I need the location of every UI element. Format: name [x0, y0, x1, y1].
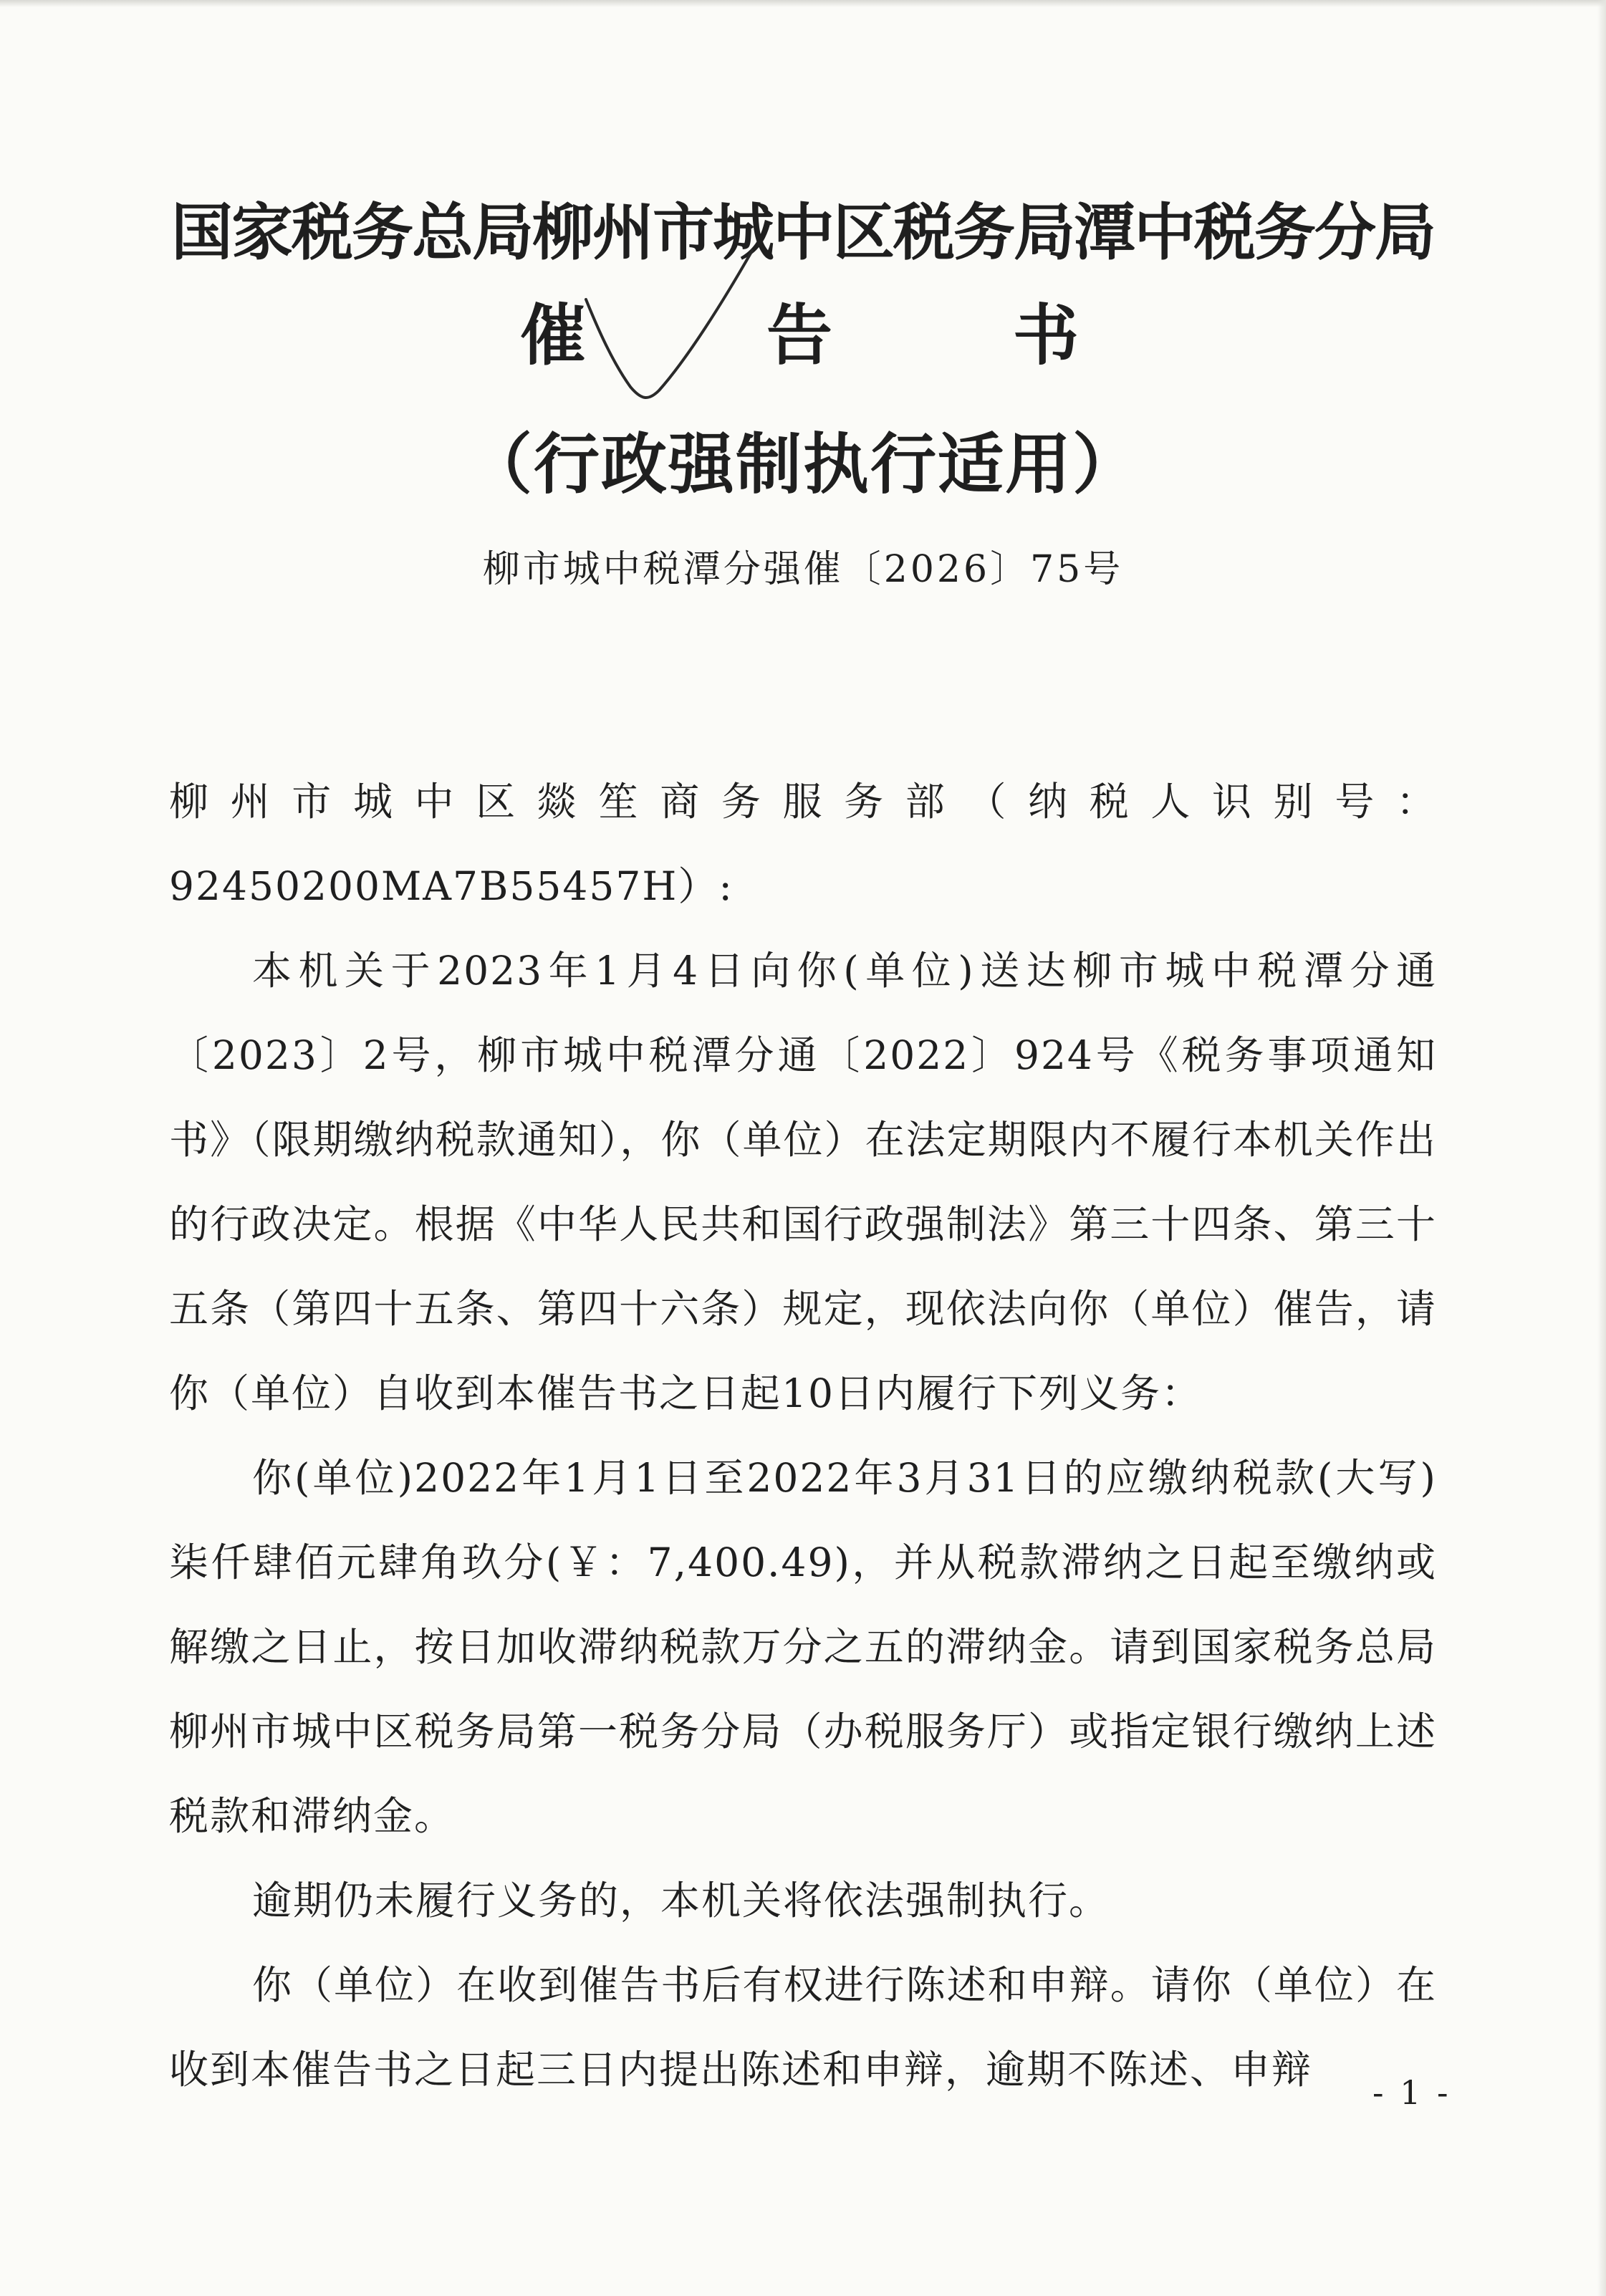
body-paragraph: 你(单位)2022年1月1日至2022年3月31日的应缴纳税款(大写)柒仟肆佰元肆角玖分(￥：7,400.49)，并从税款滞纳之日起至缴纳或解缴之日止，按日加收滞纳税款万分之五的滞纳金。请到国家税务总局柳州市城中区税务局第一税务分局（办税服务厅）或指定银行缴纳上述税款和滞纳金。 — [169, 1455, 1437, 1839]
issuing-agency-heading: 国家税务总局柳州市城中区税务局潭中税务分局 — [171, 196, 1435, 269]
page-number: - 1 - — [1372, 2073, 1451, 2112]
addressee-line: 柳州市城中区燚笙商务服务部（纳税人识别号：92450200MA7B55457H）: — [169, 779, 1437, 909]
body-paragraph: 本机关于2023年1月4日向你(单位)送达柳市城中税潭分通〔2023〕2号，柳市城中税潭分通〔2022〕924号《税务事项通知书》（限期缴纳税款通知），你（单位）在法定期限内不履行本机关作出的行政决定。根据《中华人民共和国行政强制法》第三十四条、第三十五条（第四十五条、第四十六条）规定，现依法向你（单位）催告，请你（单位）自收到本催告书之日起10日内履行下列义务： — [169, 948, 1437, 1416]
document-title: 催 告 书 — [519, 297, 1158, 374]
document-number: 柳市城中税潭分强催〔2026〕75号 — [482, 548, 1124, 591]
document-subtitle: （行政强制执行适用） — [466, 426, 1140, 503]
handwritten-check-mark — [0, 0, 1606, 501]
body-paragraph: 逾期仍未履行义务的，本机关将依法强制执行。 — [252, 1878, 1110, 1923]
check-mark-stroke — [586, 251, 752, 398]
body-paragraph: 你（单位）在收到催告书后有权进行陈述和申辩。请你（单位）在收到本催告书之日起三日内提出陈述和申辩，逾期不陈述、申辩 — [169, 1962, 1437, 2093]
notice-body — [169, 759, 1437, 2112]
